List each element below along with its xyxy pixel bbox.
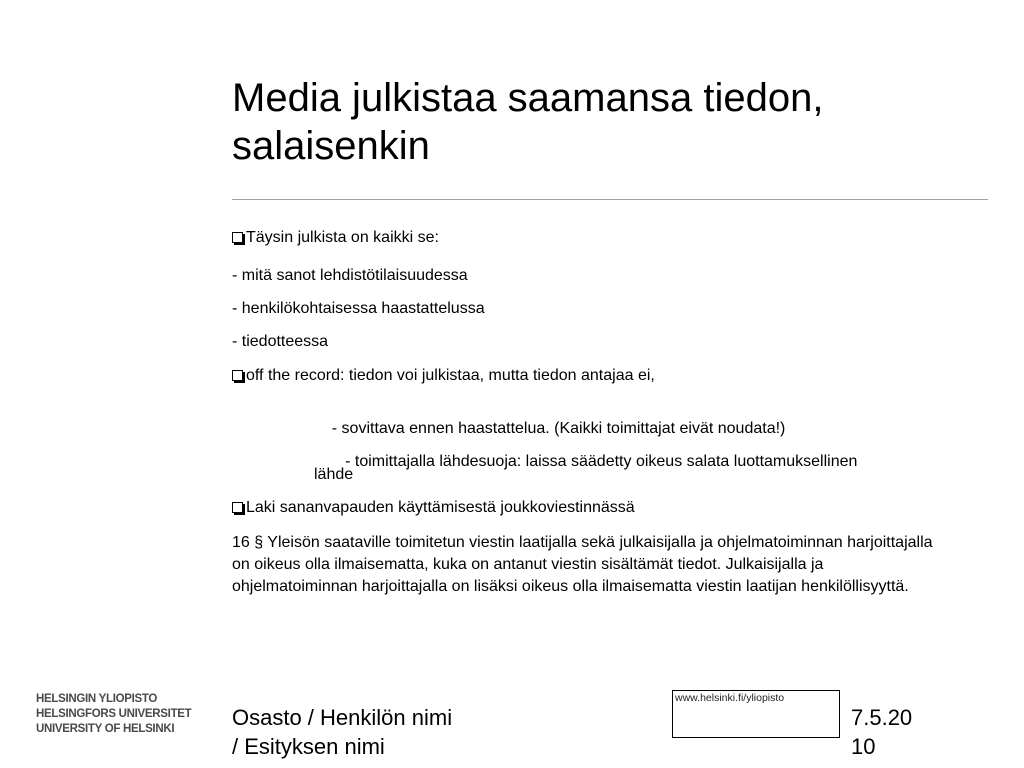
footer-url: www.helsinki.fi/yliopisto (675, 692, 785, 704)
logo-line-english: UNIVERSITY OF HELSINKI (36, 723, 175, 735)
slide-title-line-1: Media julkistaa saamansa tiedon, (232, 76, 824, 120)
footer-author (232, 703, 522, 761)
indent-item-source-protection: - toimittajalla lähdesuoja: laissa säädetty oikeus salata luottamuksellinen (331, 453, 858, 470)
footer-date (851, 703, 941, 761)
indent-item-source: lähde (314, 466, 354, 483)
footer-date-line-2: 10 (851, 734, 876, 759)
footer-date-line-1: 7.5.20 (851, 705, 913, 730)
footer-url-box (672, 690, 840, 738)
logo-line-finnish: HELSINGIN YLIOPISTO (36, 693, 158, 705)
university-logo (36, 692, 191, 737)
slide-title (232, 74, 992, 170)
checkbox-bullet-icon (232, 370, 243, 381)
title-divider (232, 199, 988, 200)
indent-item-agree-beforehand: - sovittava ennen haastattelua. (Kaikki toimittajat eivät noudata!) (331, 420, 786, 437)
checkbox-bullet-icon (232, 232, 243, 243)
bullet-item-public: Täysin julkista on kaikki se: (232, 228, 439, 248)
slide-title-line-2: salaisenkin (232, 124, 430, 168)
footer-author-line-1: Osasto / Henkilön nimi (232, 705, 453, 730)
sub-item-press-conference: - mitä sanot lehdistötilaisuudessa (232, 267, 468, 284)
footer-author-line-2: / Esityksen nimi (232, 734, 385, 759)
checkbox-bullet-icon (232, 502, 243, 513)
logo-line-swedish: HELSINGFORS UNIVERSITET (36, 708, 192, 720)
sub-item-press-release: - tiedotteessa (232, 333, 329, 350)
law-paragraph: 16 § Yleisön saataville toimitetun viestin laatijalla sekä julkaisijalla ja ohjelmatoiminnan harjoittajalla on oikeus olla ilmaisematta, kuka on antanut viestin sisältämät tiedot. Julkaisijalla ja ohjelmatoiminnan harjoittajalla on lisäksi oikeus olla ilmaisematta viestin laatijan henkilöllisyyttä. (232, 534, 933, 595)
bullet-item-law: Laki sananvapauden käyttämisestä joukkoviestinnässä (232, 498, 635, 518)
bullet-item-off-the-record: off the record: tiedon voi julkistaa, mutta tiedon antajaa ei, (232, 366, 655, 386)
sub-item-interview: - henkilökohtaisessa haastattelussa (232, 300, 485, 317)
